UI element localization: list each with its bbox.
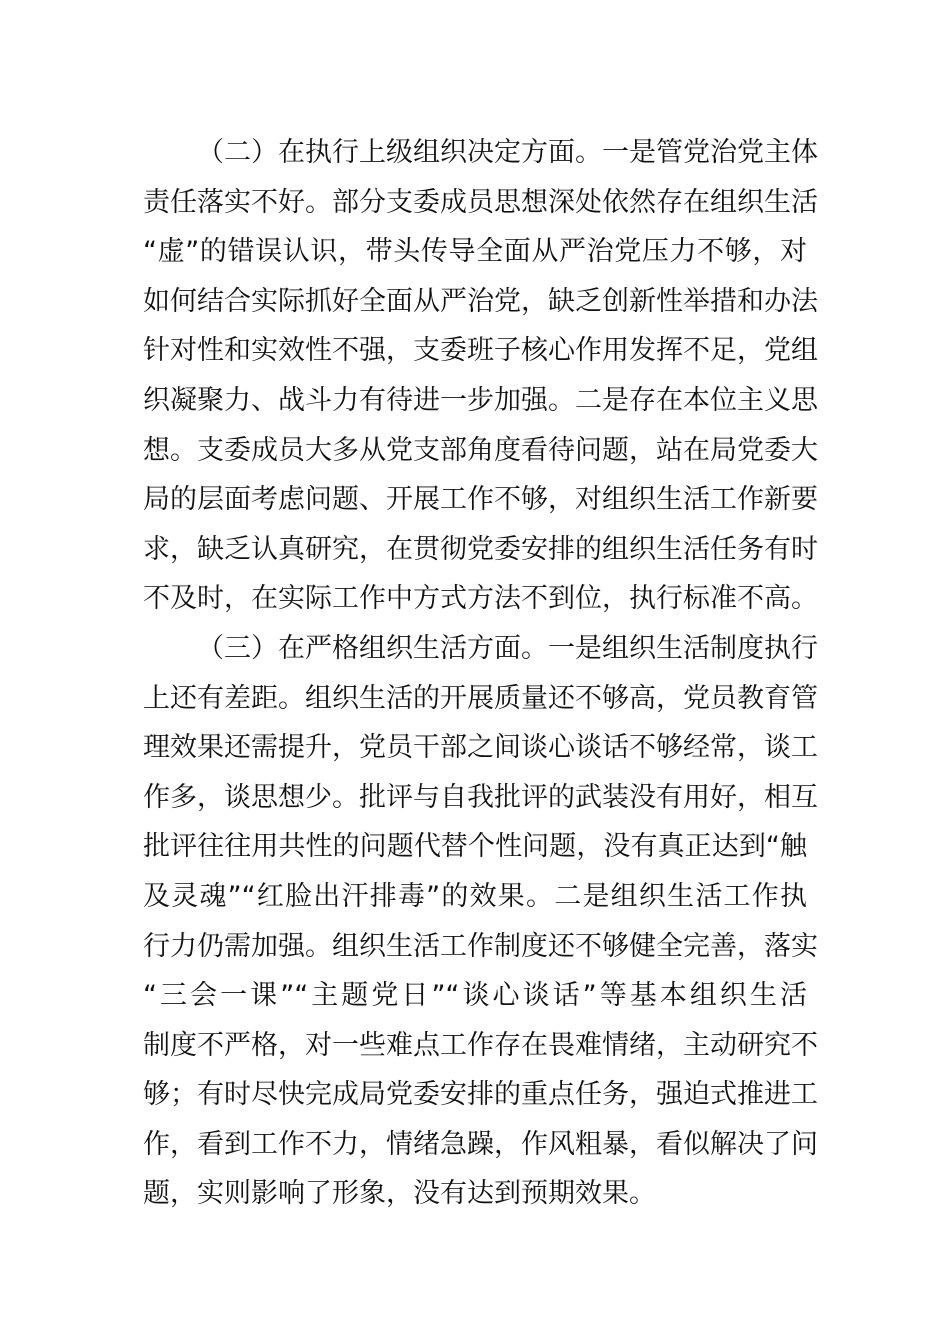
paragraph-line: 制度不严格，对一些难点工作存在畏难情绪，主动研究不	[143, 1029, 818, 1061]
paragraph-line: 够；有时尽快完成局党委安排的重点任务，强迫式推进工	[143, 1079, 818, 1111]
paragraph-section-2	[143, 128, 818, 624]
paragraph-line: 针对性和实效性不强，支委班子核心作用发挥不足，党组	[143, 335, 818, 367]
paragraph-line: 求，缺乏认真研究，在贯彻党委安排的组织生活任务有时	[143, 533, 818, 565]
paragraph-line: 理效果还需提升，党员干部之间谈心谈话不够经常，谈工	[143, 732, 818, 764]
paragraph-line: 作多，谈思想少。批评与自我批评的武装没有用好，相互	[143, 781, 818, 813]
paragraph-line: 上还有差距。组织生活的开展质量还不够高，党员教育管	[143, 682, 818, 714]
paragraph-line: 责任落实不好。部分支委成员思想深处依然存在组织生活	[143, 186, 818, 218]
paragraph-line: （三）在严格组织生活方面。一是组织生活制度执行	[197, 632, 818, 664]
paragraph-line: 题，实则影响了形象，没有达到预期效果。	[143, 1178, 656, 1210]
paragraph-line: （二）在执行上级组织决定方面。一是管党治党主体	[197, 137, 818, 168]
paragraph-line: 批评往往用共性的问题代替个性问题，没有真正达到“触	[143, 831, 807, 863]
paragraph-line: 及灵魂”“红脸出汗排毒”的效果。二是组织生活工作执	[143, 880, 807, 912]
paragraph-line: 想。支委成员大多从党支部角度看待问题，站在局党委大	[143, 434, 818, 466]
paragraph-line: 作，看到工作不力，情绪急躁，作风粗暴，看似解决了问	[143, 1128, 818, 1160]
paragraph-line: 行力仍需加强。组织生活工作制度还不够健全完善，落实	[143, 930, 818, 962]
paragraph-line: “虚”的错误认识，带头传导全面从严治党压力不够，对	[143, 236, 807, 268]
paragraph-line: 局的层面考虑问题、开展工作不够，对组织生活工作新要	[143, 484, 818, 516]
paragraph-line: “三会一课”“主题党日”“谈心谈话”等基本组织生活	[143, 980, 807, 1012]
paragraph-line: 织凝聚力、战斗力有待进一步加强。二是存在本位主义思	[143, 384, 818, 416]
paragraph-line: 不及时，在实际工作中方式方法不到位，执行标准不高。	[143, 583, 818, 615]
paragraph-line: 如何结合实际抓好全面从严治党，缺乏创新性举措和办法	[143, 285, 818, 317]
document-body	[143, 128, 818, 1219]
paragraph-section-3	[143, 624, 818, 1219]
